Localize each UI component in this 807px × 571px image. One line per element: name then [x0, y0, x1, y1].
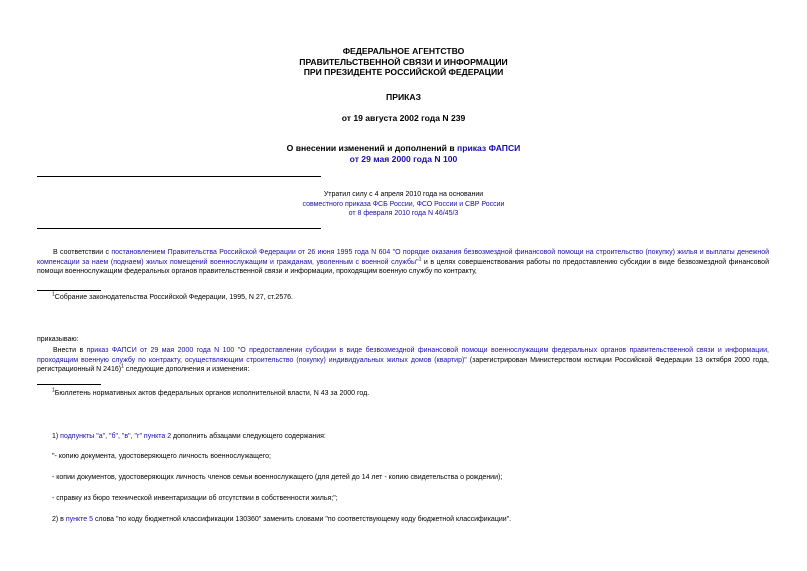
subject-line-2[interactable]: от 29 мая 2000 года N 100: [349, 153, 458, 164]
quote-line-2: - копии документов, удостоверяющих личность членов семьи военнослужащего (для детей до 14 лет - копию свидетельства о рождении);: [52, 474, 503, 481]
order-word: приказываю:: [37, 336, 79, 343]
main-rest: следующие дополнения и изменения:: [123, 366, 250, 373]
item-2-prefix: 2) в: [52, 516, 66, 523]
footnote-1-mark: 1: [52, 291, 55, 298]
quote-line-1: "- копию документа, удостоверяющего личность военнослужащего;: [52, 453, 271, 460]
agency-line-3: ПРИ ПРЕЗИДЕНТЕ РОССИЙСКОЙ ФЕДЕРАЦИИ: [303, 67, 504, 78]
item-2: [52, 515, 772, 525]
preamble-paragraph: [37, 248, 769, 277]
footnote-1: [52, 293, 772, 303]
preamble-intro: В соответствии с: [53, 249, 112, 256]
doc-date-number: от 19 августа 2002 года N 239: [341, 113, 466, 123]
status-line-1: Утратил силу с 4 апреля 2010 года на основании: [323, 191, 484, 198]
agency-line-1: ФЕДЕРАЛЬНОЕ АГЕНТСТВО: [342, 46, 465, 56]
preamble-link[interactable]: постановлением Правительства Российской Федерации от 26 июня 1995 года N 604 "О порядке оказания безвозмездной финансовой помощи на строительство (покупку) жилья и выплаты денежной компенсации за наем (поднаем) жилых помещений военнослужащим и гражданам, уволенным с военной службы": [37, 249, 770, 266]
subject-link[interactable]: приказ ФАПСИ: [457, 143, 521, 153]
agency-title: [0, 46, 807, 78]
subject-prefix: О внесении изменений и дополнений в: [286, 143, 457, 153]
status-line-2[interactable]: совместного приказа ФСБ России, ФСО России и СВР России: [302, 200, 505, 208]
footnote-divider-2: [37, 384, 101, 385]
footnote-2: [52, 389, 772, 399]
agency-line-2: ПРАВИТЕЛЬСТВЕННОЙ СВЯЗИ И ИНФОРМАЦИИ: [299, 56, 508, 67]
footnote-2-mark: 1: [52, 387, 55, 394]
item-1-link[interactable]: подпункты "а", "б", "в", "г" пункта 2: [60, 433, 172, 440]
divider-top: [37, 176, 321, 177]
main-link[interactable]: приказ ФАПСИ от 29 мая 2000 года N 100 "О предоставлении субсидии в виде безвозмездной финансовой помощи военнослужащим федеральных органов правительственной связи и информации, проходящим военную службу по контракту, осуществляющим строительство (покупку) индивидуальных жилых домов (квартир)": [37, 347, 769, 364]
quote-line-3: - справку из бюро технической инвентаризации об отсутствии в собственности жилья;";: [52, 495, 338, 502]
status-line-3[interactable]: от 8 февраля 2010 года N 46/45/3: [348, 210, 459, 217]
preamble-footnote-mark: 1: [418, 256, 422, 263]
item-2-link[interactable]: пункте 5: [65, 516, 93, 523]
main-intro: Внести в: [53, 347, 87, 354]
preamble-rest: и в целях совершенствования работы по предоставлению субсидии в виде безвозмездной финансовой помощи военнослужащим федеральных органов правительственной связи и информации, проходящим военную службу по контракту,: [37, 258, 769, 275]
main-middle: (зарегистрирован Министерством юстиции Российской Федерации 13 октября 2000 года, регистрационный N 2416): [37, 356, 770, 373]
main-footnote-mark: 1: [121, 363, 124, 370]
footnote-2-text: Бюллетень нормативных актов федеральных органов исполнительной власти, N 43 за 2000 год.: [54, 390, 370, 397]
item-2-rest: слова "по коду бюджетной классификации 130360" заменить словами "по соответствующему коду бюджетной классификации".: [93, 516, 512, 523]
status-note: [0, 190, 807, 219]
footnote-divider-1: [37, 290, 101, 291]
doc-subject: [0, 143, 807, 164]
item-1-prefix: 1): [52, 433, 61, 440]
doc-type: ПРИКАЗ: [386, 92, 421, 102]
main-paragraph: [37, 346, 769, 375]
footnote-1-text: Собрание законодательства Российской Федерации, 1995, N 27, ст.2576.: [54, 294, 293, 301]
item-1-rest: дополнить абзацами следующего содержания:: [171, 433, 326, 440]
item-1: [52, 432, 772, 442]
divider-bottom: [37, 228, 321, 229]
